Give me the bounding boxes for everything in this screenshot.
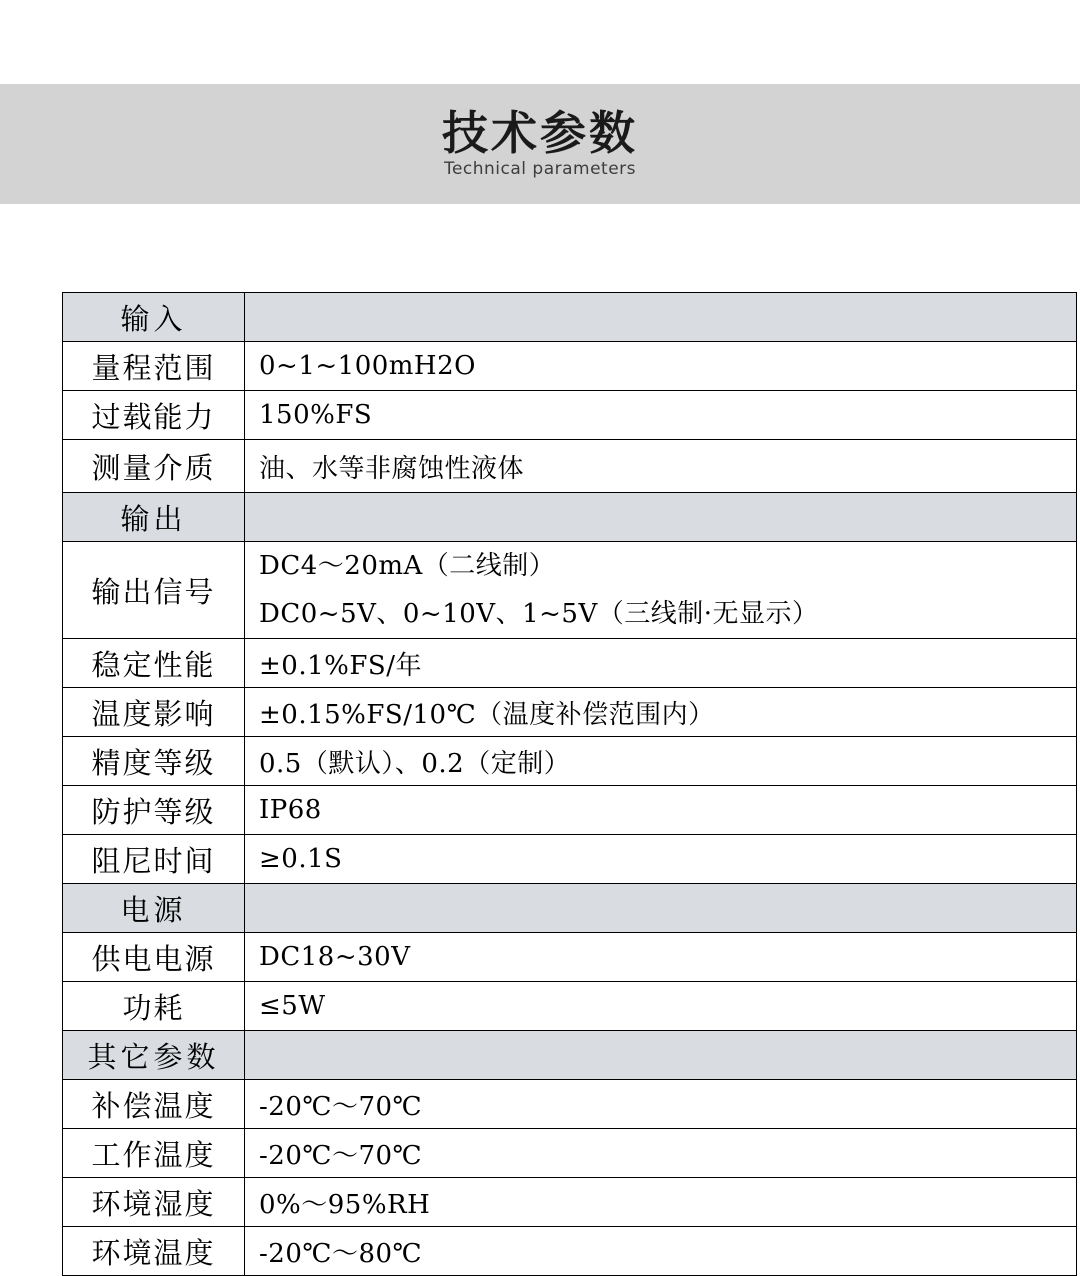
row-label: 功耗 <box>63 982 245 1031</box>
table-row <box>63 688 1077 737</box>
row-label: 输出信号 <box>63 542 245 639</box>
table-row <box>63 835 1077 884</box>
row-value: ≥0.1S <box>245 835 1077 884</box>
section-value <box>245 884 1077 933</box>
section-label: 输入 <box>63 293 245 342</box>
row-label: 防护等级 <box>63 786 245 835</box>
row-value: ±0.1%FS/年 <box>245 639 1077 688</box>
row-label: 环境温度 <box>63 1227 245 1276</box>
row-label: 供电电源 <box>63 933 245 982</box>
table-row <box>63 440 1077 493</box>
table-row <box>63 639 1077 688</box>
table-row <box>63 1080 1077 1129</box>
row-value: IP68 <box>245 786 1077 835</box>
technical-parameters-table <box>62 292 1077 1276</box>
row-label: 量程范围 <box>63 342 245 391</box>
row-value: ±0.15%FS/10℃（温度补偿范围内） <box>245 688 1077 737</box>
row-value: 0~1~100mH2O <box>245 342 1077 391</box>
table-row <box>63 1227 1077 1276</box>
table-row <box>63 982 1077 1031</box>
table-row <box>63 737 1077 786</box>
row-value-line-2: DC0~5V、0~10V、1~5V（三线制·无显示） <box>259 599 819 629</box>
section-label: 输出 <box>63 493 245 542</box>
row-label: 过载能力 <box>63 391 245 440</box>
row-label: 阻尼时间 <box>63 835 245 884</box>
row-label: 精度等级 <box>63 737 245 786</box>
row-label: 测量介质 <box>63 440 245 493</box>
table-row <box>63 1031 1077 1080</box>
row-label: 稳定性能 <box>63 639 245 688</box>
section-value <box>245 293 1077 342</box>
table-row <box>63 1178 1077 1227</box>
page-subtitle: Technical parameters <box>443 159 637 180</box>
row-value: DC18~30V <box>245 933 1077 982</box>
section-value <box>245 1031 1077 1080</box>
section-label: 电源 <box>63 884 245 933</box>
row-label: 补偿温度 <box>63 1080 245 1129</box>
page-title: 技术参数 <box>442 105 638 160</box>
row-value <box>245 542 1077 639</box>
row-value: ≤5W <box>245 982 1077 1031</box>
table-row <box>63 293 1077 342</box>
row-value: 0%～95%RH <box>245 1178 1077 1227</box>
section-value <box>245 493 1077 542</box>
row-label: 环境湿度 <box>63 1178 245 1227</box>
row-value: -20℃～70℃ <box>245 1129 1077 1178</box>
table-row <box>63 786 1077 835</box>
row-value: -20℃～70℃ <box>245 1080 1077 1129</box>
row-label: 工作温度 <box>63 1129 245 1178</box>
table-row <box>63 493 1077 542</box>
table-body <box>63 293 1077 1276</box>
table-row <box>63 1129 1077 1178</box>
section-label: 其它参数 <box>63 1031 245 1080</box>
table-row <box>63 391 1077 440</box>
row-value: 0.5（默认）、0.2（定制） <box>245 737 1077 786</box>
row-value: 150%FS <box>245 391 1077 440</box>
row-value: 油、水等非腐蚀性液体 <box>245 440 1077 493</box>
row-value: -20℃～80℃ <box>245 1227 1077 1276</box>
table-row <box>63 542 1077 639</box>
row-label: 温度影响 <box>63 688 245 737</box>
table-row <box>63 933 1077 982</box>
table-row <box>63 342 1077 391</box>
row-value-line-1: DC4～20mA（二线制） <box>259 551 556 581</box>
page-banner <box>0 84 1080 204</box>
table-row <box>63 884 1077 933</box>
